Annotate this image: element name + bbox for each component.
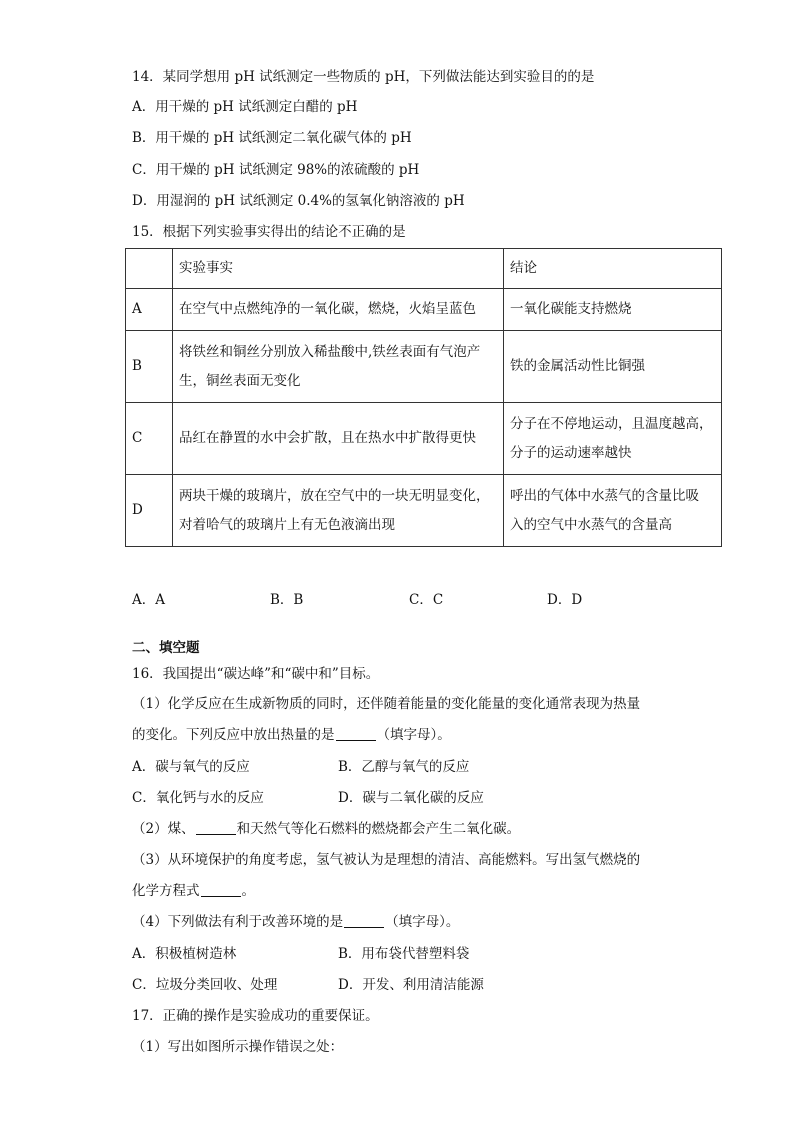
q15-stem: 15．根据下列实验事实得出的结论不正确的是 xyxy=(132,224,406,240)
q17-stem: 17．正确的操作是实验成功的重要保证。 xyxy=(132,1008,379,1024)
q15-choice-c: C．C xyxy=(409,592,444,608)
q15-table xyxy=(125,248,722,547)
answer-blank[interactable] xyxy=(336,726,376,741)
table-header-cell xyxy=(126,249,173,289)
q16-part1-option-a: A．碳与氧气的反应 xyxy=(132,759,250,775)
row-fact xyxy=(173,331,504,403)
q14-stem: 14．某同学想用 pH 试纸测定一些物质的 pH，下列做法能达到实验目的的是 xyxy=(132,69,595,85)
q16-part1-option-c: C．氧化钙与水的反应 xyxy=(132,790,264,806)
q14-option-a: A．用干燥的 pH 试纸测定白醋的 pH xyxy=(132,99,358,115)
conclusion-line: 分子在不停地运动，且温度越高， xyxy=(510,415,713,432)
q16-part3-line2 xyxy=(132,881,255,901)
q14-option-b: B．用干燥的 pH 试纸测定二氧化碳气体的 pH xyxy=(132,130,412,146)
q14-option-c: C．用干燥的 pH 试纸测定 98%的浓硫酸的 pH xyxy=(132,162,420,178)
table-header-cell: 实验事实 xyxy=(173,249,504,289)
row-conclusion xyxy=(504,403,722,475)
conclusion-line: 呼出的气体中水蒸气的含量比吸 xyxy=(510,487,699,504)
row-conclusion xyxy=(504,331,722,403)
q16-part1-line1: （1）化学反应在生成新物质的同时，还伴随着能量的变化能量的变化通常表现为热量 xyxy=(132,696,641,712)
table-row xyxy=(126,475,722,547)
q16-part4 xyxy=(132,912,459,932)
table-row xyxy=(126,403,722,475)
fact-line: 在空气中点燃纯净的一氧化碳，燃烧，火焰呈蓝色 xyxy=(179,301,476,317)
row-fact xyxy=(173,289,504,331)
text-segment: （填字母）。 xyxy=(376,727,451,743)
q16-part1-option-b: B．乙醇与氧气的反应 xyxy=(338,759,470,775)
answer-blank[interactable] xyxy=(344,913,384,928)
q16-part1-line2 xyxy=(132,725,451,745)
text-segment: 。 xyxy=(241,883,255,899)
row-fact xyxy=(173,475,504,547)
fact-line: 两块干燥的玻璃片，放在空气中的一块无明显变化， xyxy=(179,487,490,504)
row-conclusion xyxy=(504,475,722,547)
text-segment: （4）下列做法有利于改善环境的是 xyxy=(132,914,344,930)
fact-line: 将铁丝和铜丝分别放入稀盐酸中,铁丝表面有气泡产 xyxy=(179,343,481,360)
table-header-cell: 结论 xyxy=(504,249,722,289)
answer-blank[interactable] xyxy=(196,820,236,835)
q15-choice-d: D．D xyxy=(547,592,583,608)
q16-part4-option-d: D．开发、利用清洁能源 xyxy=(338,977,484,993)
answer-blank[interactable] xyxy=(201,882,241,897)
q16-part4-option-a: A．积极植树造林 xyxy=(132,946,237,962)
q16-part4-option-b: B．用布袋代替塑料袋 xyxy=(338,946,470,962)
q16-part3-line1: （3）从环境保护的角度考虑，氢气被认为是理想的清洁、高能燃料。写出氢气燃烧的 xyxy=(132,852,641,868)
q14-option-d: D．用湿润的 pH 试纸测定 0.4%的氢氧化钠溶液的 pH xyxy=(132,193,465,209)
q16-stem: 16．我国提出“碳达峰”和“碳中和”目标。 xyxy=(132,666,380,682)
text-segment: （填字母）。 xyxy=(385,914,460,930)
conclusion-line: 铁的金属活动性比铜强 xyxy=(510,358,645,374)
fact-line: 品红在静置的水中会扩散，且在热水中扩散得更快 xyxy=(179,430,476,446)
row-label: C xyxy=(126,403,173,475)
table-header-row xyxy=(126,249,722,289)
text-segment: （2）煤、 xyxy=(132,821,195,837)
q15-choice-b: B．B xyxy=(270,592,304,608)
section-title: 二、填空题 xyxy=(132,640,200,656)
text-segment: 和天然气等化石燃料的燃烧都会产生二氧化碳。 xyxy=(236,821,521,837)
q17-part1: （1）写出如图所示操作错误之处： xyxy=(132,1039,344,1055)
table-row xyxy=(126,331,722,403)
row-label: D xyxy=(126,475,173,547)
q16-part2 xyxy=(132,819,520,839)
text-segment: 化学方程式 xyxy=(132,883,200,899)
fact-line: 生，铜丝表面无变化 xyxy=(179,372,301,389)
text-segment: 的变化。下列反应中放出热量的是 xyxy=(132,727,335,743)
table-row xyxy=(126,289,722,331)
fact-line: 对着哈气的玻璃片上有无色液滴出现 xyxy=(179,516,395,533)
conclusion-line: 入的空气中水蒸气的含量高 xyxy=(510,516,672,533)
q16-part1-option-d: D．碳与二氧化碳的反应 xyxy=(338,790,484,806)
conclusion-line: 一氧化碳能支持燃烧 xyxy=(510,301,632,317)
q15-choice-a: A．A xyxy=(132,592,165,608)
row-fact xyxy=(173,403,504,475)
q16-part4-option-c: C．垃圾分类回收、处理 xyxy=(132,977,278,993)
row-label: A xyxy=(126,289,173,331)
conclusion-line: 分子的运动速率越快 xyxy=(510,444,632,461)
row-label: B xyxy=(126,331,173,403)
row-conclusion xyxy=(504,289,722,331)
